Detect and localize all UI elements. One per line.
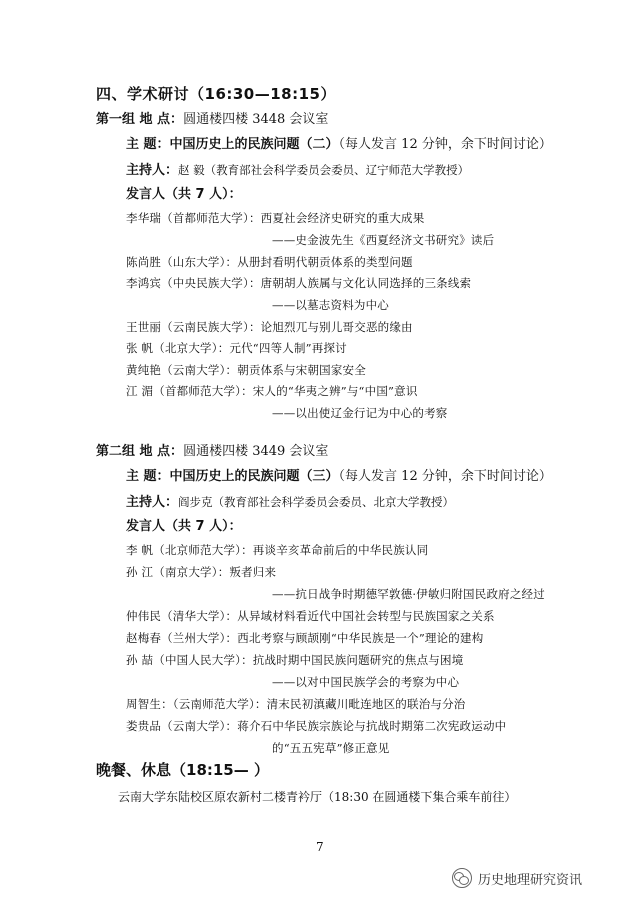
group1-speaker-1: 李华瑞（首都师范大学）：西夏社会经济史研究的重大成果 — [126, 211, 425, 225]
group2-host-line — [126, 494, 454, 511]
group1-topic-label: 主 题： — [126, 137, 170, 152]
group2-venue-line — [96, 444, 328, 460]
group1-speaker-7: 江 湄（首都师范大学）：宋人的“华夷之辨”与“中国”意识 — [126, 384, 418, 398]
watermark — [452, 868, 582, 888]
group1-host-line — [126, 162, 469, 179]
group1-speaker-3-sub: ——以墓志资料为中心 — [272, 298, 389, 312]
group1-speaker-3: 李鸿宾（中央民族大学）：唐朝胡人族属与文化认同选择的三条线索 — [126, 276, 472, 290]
page-number: 7 — [316, 840, 324, 854]
dinner-title: 晚餐、休息（18:15— ） — [96, 761, 269, 779]
group2-host: 阎步克（教育部社会科学委员会委员、北京大学教授） — [178, 495, 455, 509]
group2-speaker-6: 周智生：（云南师范大学）：清末民初滇藏川毗连地区的联治与分治 — [126, 697, 466, 711]
group2-speaker-5-sub: ——以对中国民族学会的考察为中心 — [272, 675, 460, 689]
group1-speaker-4: 王世丽（云南民族大学）：论旭烈兀与别儿哥交恶的缘由 — [126, 320, 413, 334]
group2-topic-note: （每人发言 12 分钟，余下时间讨论） — [338, 469, 552, 484]
group1-speakers-label: 发言人（共 7 人）： — [126, 187, 242, 202]
group2-venue: 圆通楼四楼 3449 会议室 — [183, 444, 329, 459]
group1-venue: 圆通楼四楼 3448 会议室 — [183, 112, 329, 127]
watermark-text: 历史地理研究资讯 — [478, 872, 583, 888]
group2-speaker-1: 李 帆（北京师范大学）：再谈辛亥革命前后的中华民族认同 — [126, 543, 429, 557]
group2-speaker-5: 孙 喆（中国人民大学）：抗战时期中国民族问题研究的焦点与困境 — [126, 653, 464, 667]
group2-speaker-2: 孙 江（南京大学）：叛者归来 — [126, 565, 277, 579]
group1-speaker-5: 张 帆（北京大学）：元代“四等人制”再探讨 — [126, 341, 347, 355]
wechat-icon — [452, 868, 472, 888]
group2-venue-label: 第二组 地 点： — [96, 444, 184, 459]
group2-speaker-7: 娄贵品（云南大学）：蒋介石中华民族宗族论与抗战时期第二次宪政运动中 — [126, 719, 507, 733]
group2-topic: 中国历史上的民族问题（三） — [169, 469, 339, 484]
dinner-note: 云南大学东陆校区原农新村二楼青衿厅（18:30 在圆通楼下集合乘车前往） — [118, 790, 517, 804]
group1-topic: 中国历史上的民族问题（二） — [169, 137, 339, 152]
group1-speaker-7-sub: ——以出使辽金行记为中心的考察 — [272, 406, 448, 420]
group1-venue-label: 第一组 地 点： — [96, 112, 184, 127]
group1-speaker-2: 陈尚胜（山东大学）：从册封看明代朝贡体系的类型问题 — [126, 255, 413, 269]
group1-topic-note: （每人发言 12 分钟，余下时间讨论） — [338, 137, 552, 152]
group2-topic-line — [126, 469, 552, 485]
group2-speaker-3: 仲伟民（清华大学）：从异域材料看近代中国社会转型与民族国家之关系 — [126, 609, 495, 623]
group2-topic-label: 主 题： — [126, 469, 170, 484]
group2-speaker-4: 赵梅春（兰州大学）：西北考察与顾颉刚“中华民族是一个”理论的建构 — [126, 631, 484, 645]
group1-host-label: 主持人： — [126, 163, 179, 178]
group2-speaker-2-sub: ——抗日战争时期德罕敦德·伊敏归附国民政府之经过 — [272, 587, 545, 601]
group1-speaker-1-sub: ——史金波先生《西夏经济文书研究》读后 — [272, 233, 495, 247]
group2-speakers-label: 发言人（共 7 人）： — [126, 519, 242, 534]
group1-topic-line — [126, 137, 552, 153]
group2-speaker-7-sub: 的“五五宪草”修正意见 — [272, 741, 390, 755]
group2-host-label: 主持人： — [126, 495, 179, 510]
group1-venue-line — [96, 112, 328, 128]
section-title: 四、学术研讨（16:30—18:15） — [96, 85, 336, 103]
group1-host: 赵 毅（教育部社会科学委员会委员、辽宁师范大学教授） — [178, 163, 470, 177]
group1-speaker-6: 黄纯艳（云南大学）：朝贡体系与宋朝国家安全 — [126, 363, 366, 377]
